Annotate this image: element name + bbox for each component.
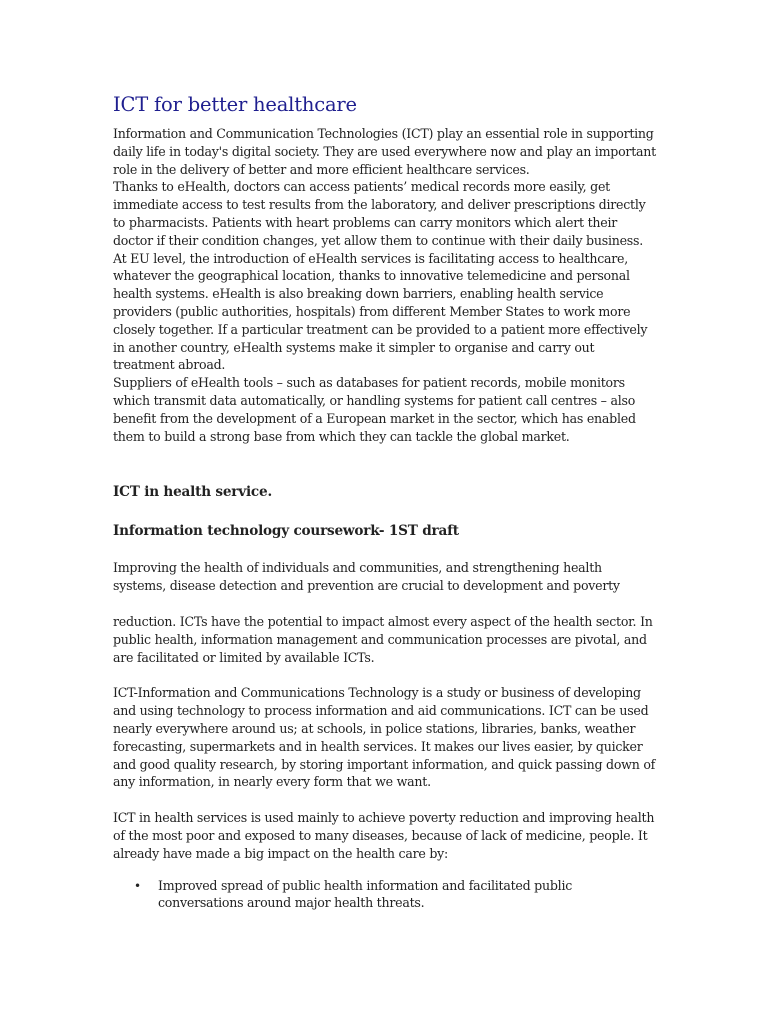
section-heading-ict-health: ICT in health service. [113,484,272,501]
bullet-icon: • [134,878,141,893]
paragraph-ict-health-services: ICT in health services is used mainly to achieve poverty reduction and improving health of the most poor and exposed to many diseases, because of lack of medicine, people. It already have made a big impact on the health care by: [113,810,655,861]
paragraph-ict-definition: ICT-Information and Communications Technology is a study or business of developing and using technology to process information and aid communications. ICT can be used nearly everywhere around us; at schools, in police stations, libraries, banks, weather forecasting, supermarkets and in health services. It makes our lives easier, by quicker and good quality research, by storing important information, and quick passing down of any information, in nearly every form that we want. [113,685,656,790]
paragraph-reduction: reduction. ICTs have the potential to impact almost every aspect of the health sector. In public health, information management and communication processes are pivotal, and are facilitated or limited by available ICTs. [113,613,653,665]
document-title: ICT for better healthcare [113,93,357,116]
intro-paragraph-2: Thanks to eHealth, doctors can access patients’ medical records more easily, get immediate access to test results from the laboratory, and deliver prescriptions directly to pharmacists. Patients with heart problems can carry monitors which alert their doctor if their condition changes, yet allow them to continue with their daily business. [113,179,646,248]
document-page [113,92,658,912]
intro-paragraph-1: Information and Communication Technologies (ICT) play an essential role in supporting daily life in today's digital society. They are used everywhere now and play an important role in the delivery of better and more efficient healthcare services. [113,126,656,177]
bullet-list [113,877,658,913]
paragraph-improving-health: Improving the health of individuals and communities, and strengthening health systems, disease detection and prevention are crucial to development and poverty [113,560,620,594]
section-heading-coursework: Information technology coursework- 1ST draft [113,523,459,540]
intro-section [113,125,658,445]
list-item-text: Improved spread of public health information and facilitated public conversations around major health threats. [158,877,573,911]
intro-paragraph-4: Suppliers of eHealth tools – such as databases for patient records, mobile monitors which transmit data automatically, or handling systems for patient call centres – also benefit from the development of a European market in the sector, which has enabled them to build a strong base from which they can tackle the global market. [113,375,636,444]
list-item [113,877,658,913]
intro-paragraph-3: At EU level, the introduction of eHealth services is facilitating access to healthcare, whatever the geographical location, thanks to innovative telemedicine and personal health systems. eHealth is also breaking down barriers, enabling health service providers (public authorities, hospitals) from different Member States to work more closely together. If a particular treatment can be provided to a patient more effectively in another country, eHealth systems make it simpler to organise and carry out treatment abroad. [113,250,648,373]
